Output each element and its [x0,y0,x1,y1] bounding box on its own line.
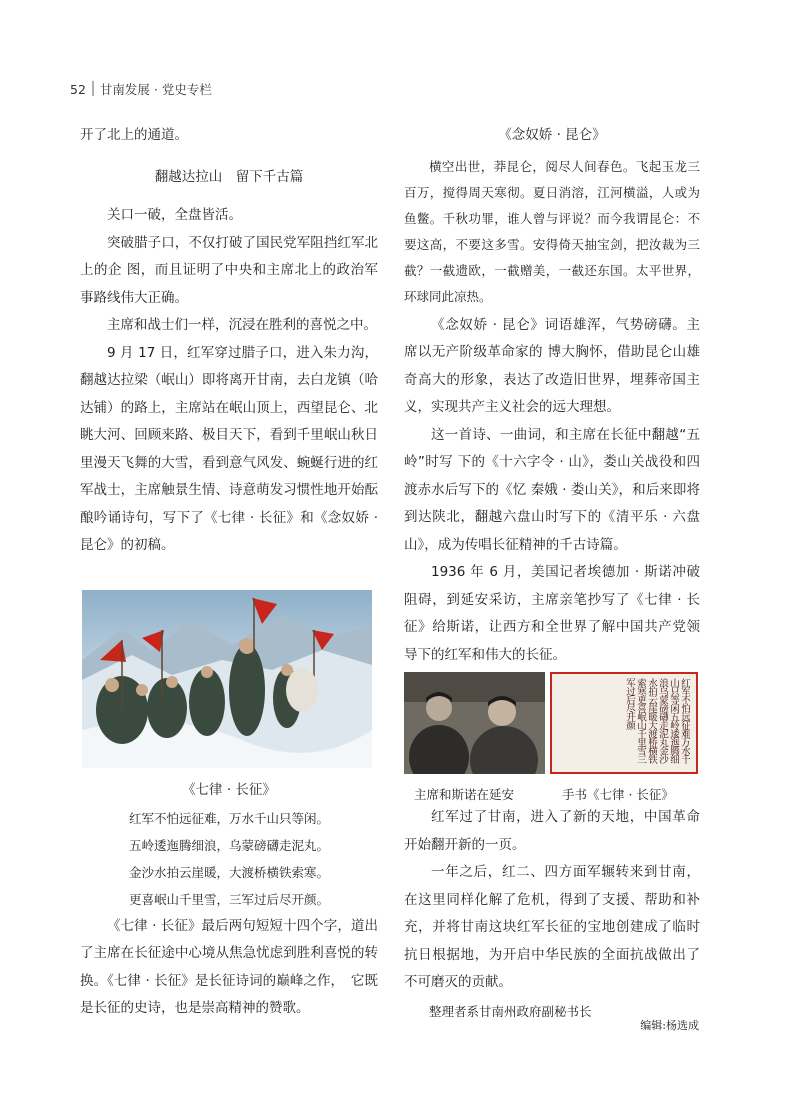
paragraph: 这一首诗、一曲词，和主席在长征中翻越“五岭”时写 下的《十六字令 · 山》，娄山关战役和四渡赤水后写下的《忆 秦娥 · 娄山关》，和后来即将到达陕北，翻越六盘山时写下的《清平乐 · 六盘山》，成为传唱长征精神的千古诗篇。 [404,426,700,553]
poem-title-qilv: 《七律 · 长征》 [182,782,276,798]
right-column-top [404,122,700,669]
paragraph: 《念奴娇 · 昆仑》词语雄浑，气势磅礴。主席以无产阶级革命家的 博大胸怀，借助昆仑山雄奇高大的形象，表达了改造旧世界，埋葬帝国主义，实现共产主义社会的远大理想。 [404,316,700,415]
painting-illustration [82,590,372,768]
left-column-poem [80,777,378,1023]
paragraph: 1936 年 6 月，美国记者埃德加 · 斯诺冲破阻碍，到延安采访，主席亲笔抄写了《七律 · 长征》给斯诺，让西方和全世界了解中国共产党领导下的红军和伟大的长征。 [404,564,700,663]
continued-text: 开了北上的通道。 [80,127,188,143]
poem-line: 更喜岷山千里雪，三军过后尽开颜。 [128,891,329,907]
photo-illustration [404,672,545,774]
poem-line: 五岭逶迤腾细浪，乌蒙磅礴走泥丸。 [128,837,329,853]
right-column-bottom [404,804,700,1025]
photo-caption-right: 手书《七律 · 长征》 [562,787,674,802]
calligraphy-text: 红军不怕远征难万水千山只等闲五岭逶迤腾细浪乌蒙磅礴走泥丸金沙水拍云崖暖大渡桥横铁索寒更喜岷山千里雪三军过后尽开颜 [624,678,690,763]
section-title: 甘南发展 · 党史专栏 [99,82,212,97]
paragraph: 红军过了甘南，进入了新的天地，中国革命开始翻开新的一页。 [404,809,700,853]
paragraph: 关口一破，全盘皆活。 [107,207,242,223]
page-number: 52 [70,82,86,97]
paragraph: 主席和战士们一样，沉浸在胜利的喜悦之中。 [107,317,377,333]
paragraph: 突破腊子口，不仅打破了国民党军阻挡红军北上的企 图，而且证明了中央和主席北上的政治军事路线伟大正确。 [80,234,378,306]
poem-line: 金沙水拍云崖暖，大渡桥横铁索寒。 [128,864,329,880]
paragraph: 9 月 17 日，红军穿过腊子口，进入朱力沟，翻越达拉梁（岷山）即将离开甘南，去白龙镇（哈达铺）的路上，主席站在岷山顶上，西望昆仑、北眺大河、回顾来路、极目天下，看到千里岷山秋日里漫天飞舞的大雪，看到意气风发、蜿蜒行进的红军战士，主席触景生情、诗意萌发习惯性地开始酝酿吟诵诗句，写下了《七律 · 长征》和《念奴娇 · 昆仑》的初稿。 [80,344,378,553]
page-header [70,80,212,100]
editor-credit: 编辑:杨选成 [640,1019,699,1032]
long-march-painting [82,590,372,768]
poem-body: 横空出世，莽昆仑，阅尽人间春色。飞起玉龙三百万，搅得周天寒彻。夏日消溶，江河横溢，人或为鱼鳖。千秋功罪，谁人曾与评说？而今我谓昆仑：不要这高，不要这多雪。安得倚天抽宝剑，把汝裁为三截？一截遗欧，一截赠美，一截还东国。太平世界，环球同此凉热。 [404,158,700,304]
header-divider [92,81,94,96]
paragraph: 一年之后，红二、四方面军辗转来到甘南，在这里同样化解了危机，得到了支援、帮助和补充，并将甘南这块红军长征的宝地创建成了临时抗日根据地，为开启中华民族的全面抗战做出了不可磨灭的贡献。 [404,864,700,990]
paragraph: 《七律 · 长征》最后两句短短十四个字，道出了主席在长征途中心境从焦急忧虑到胜利喜悦的转换。《七律 · 长征》是长征诗词的巅峰之作， 它既是长征的史诗，也是崇高精神的赞歌。 [80,917,378,1016]
left-column-top [80,122,378,560]
author-line: 整理者系甘南州政府副秘书长 [429,1003,592,1019]
poem-title-niannujiao: 《念奴娇 · 昆仑》 [498,127,606,143]
calligraphy-photo [550,672,698,774]
poem-line: 红军不怕远征难，万水千山只等闲。 [128,810,329,826]
chairman-snow-photo [404,672,545,774]
section-heading: 翻越达拉山 留下千古篇 [154,168,304,185]
photo-caption-left: 主席和斯诺在延安 [414,787,515,802]
